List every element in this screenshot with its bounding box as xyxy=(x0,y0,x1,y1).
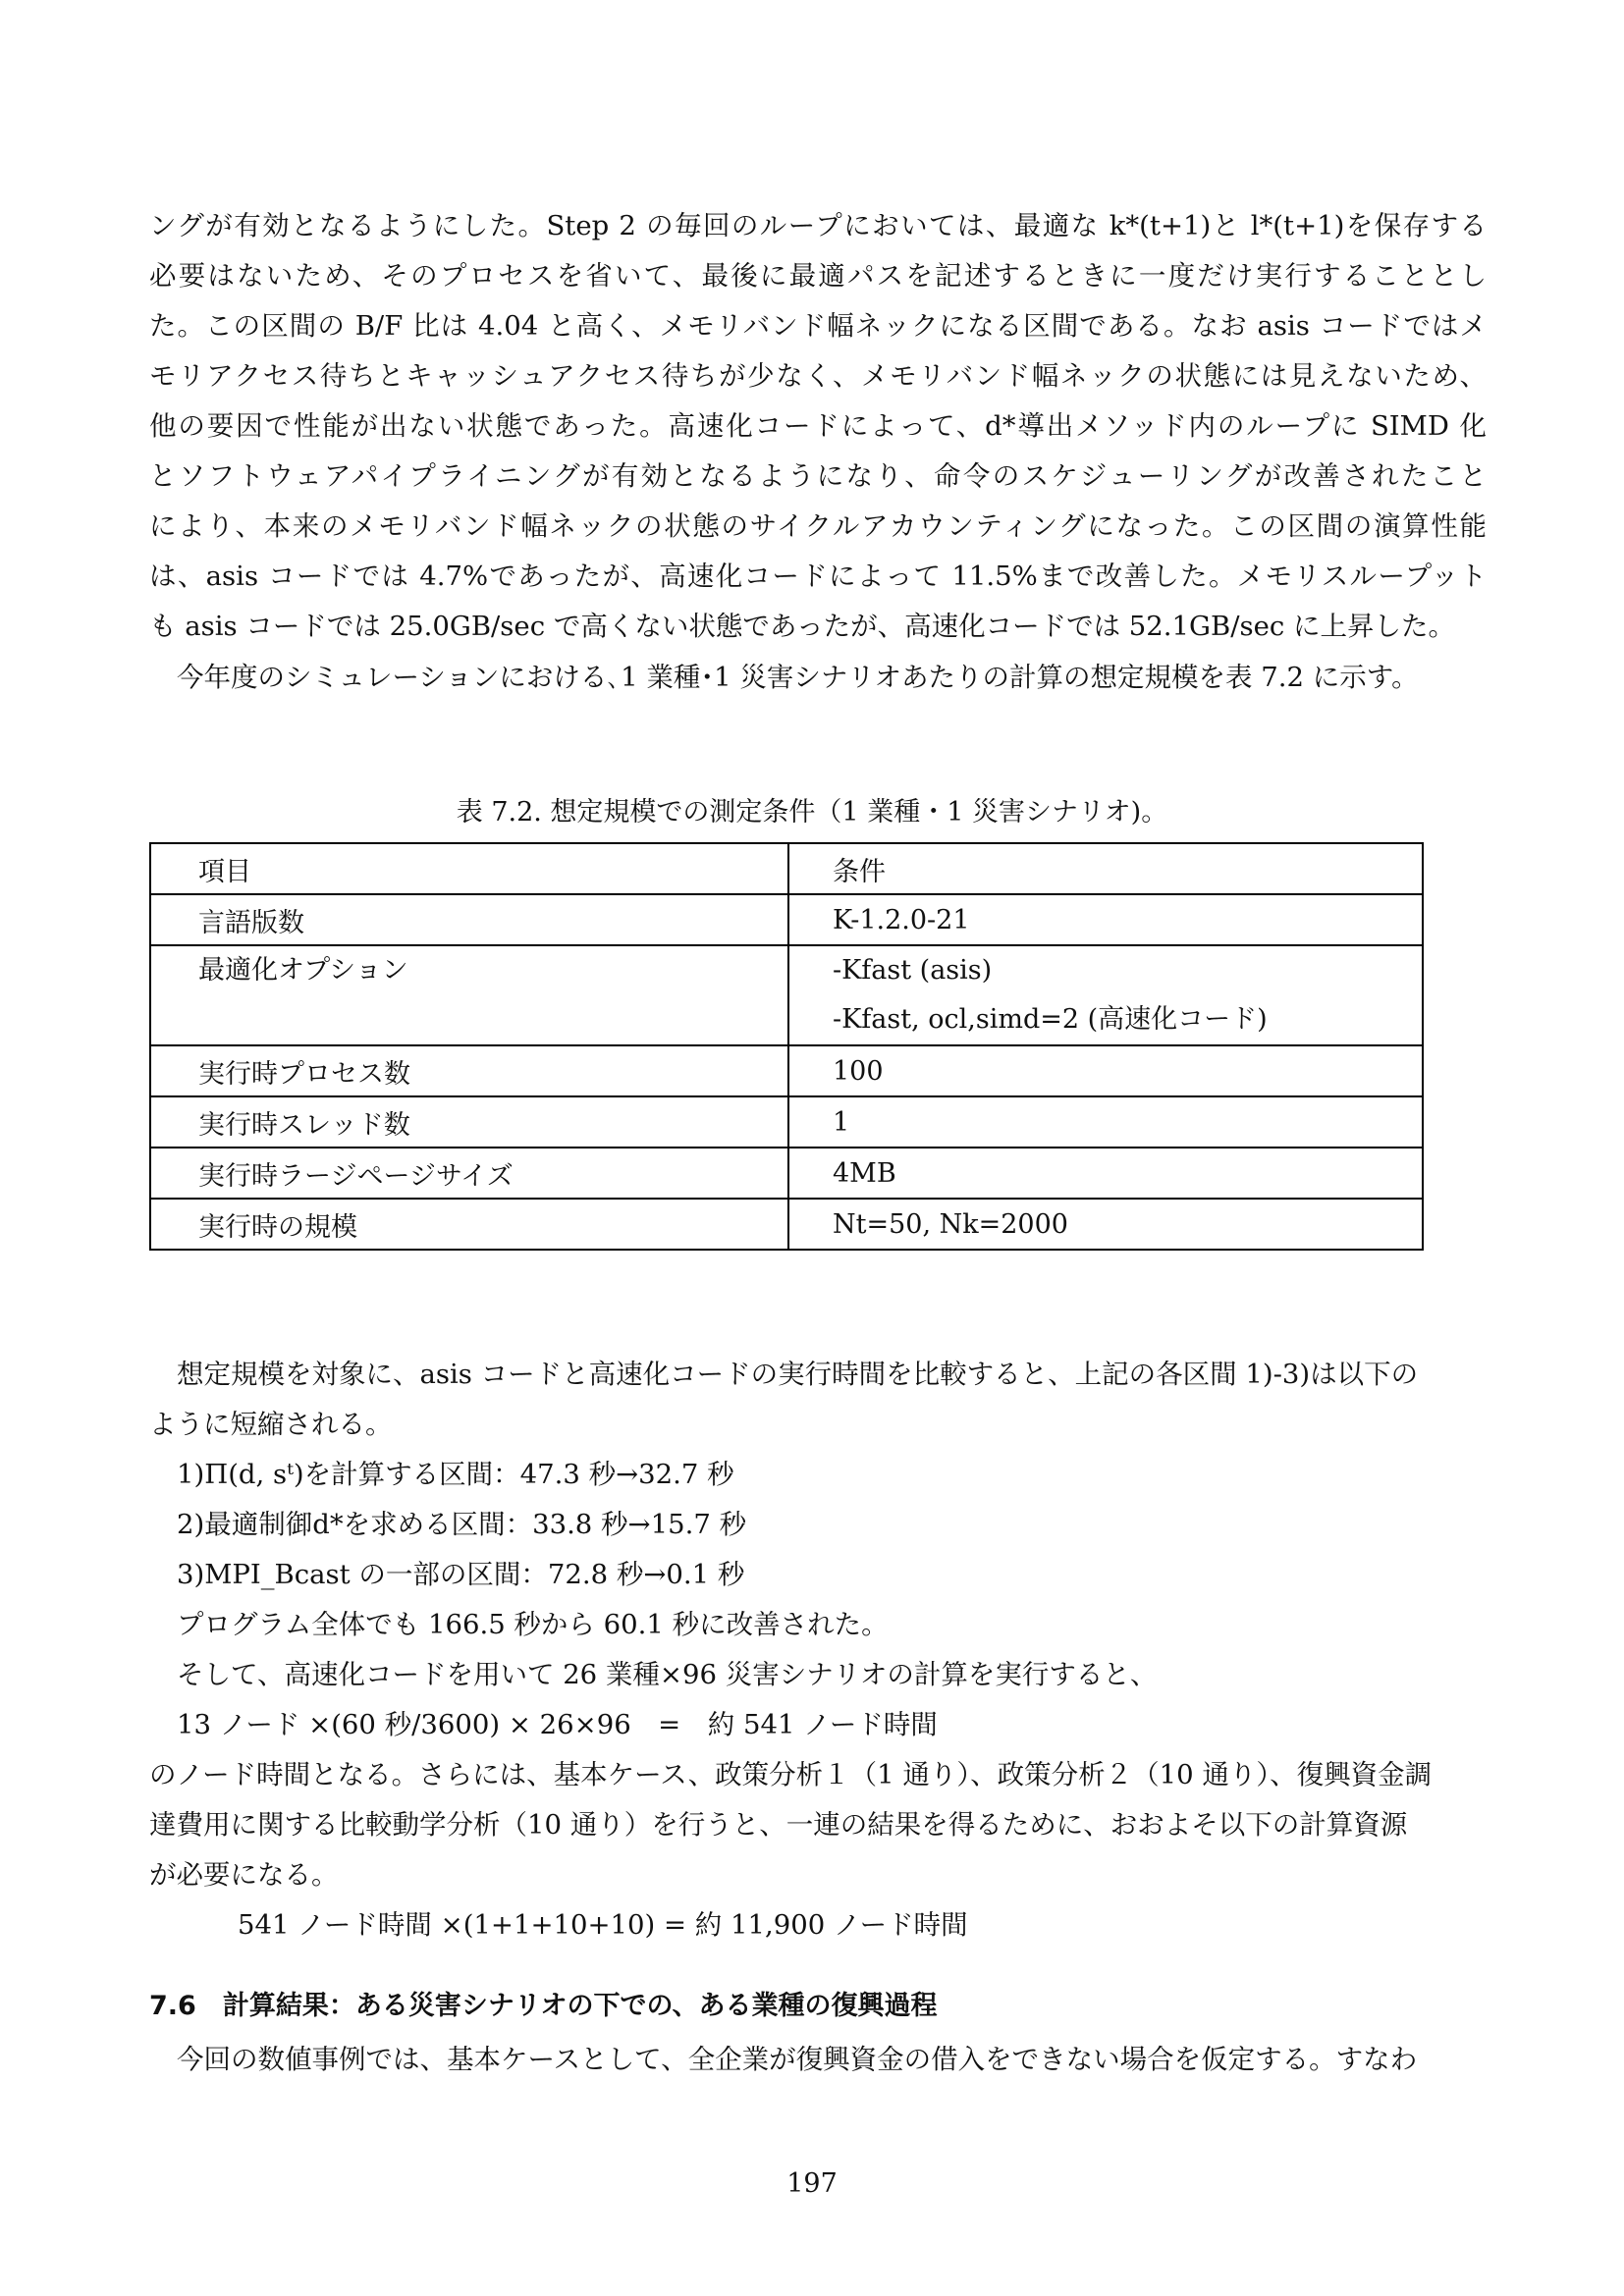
list-item: 3)MPI_Bcast の一部の区間：72.8 秒→0.1 秒 xyxy=(177,1559,745,1590)
table-row xyxy=(150,1096,1423,1148)
text-line: 達費用に関する比較動学分析（10 通り）を行うと、一連の結果を得るために、おおよそ以下の計算資源 xyxy=(149,1809,1408,1841)
text-line: そして、高速化コードを用いて 26 業種×96 災害シナリオの計算を実行すると、 xyxy=(177,1659,1158,1690)
table-row xyxy=(150,1045,1423,1096)
table-cell-value: K-1.2.0-21 xyxy=(788,894,1423,945)
table-cell-value: 1 xyxy=(788,1096,1423,1148)
table-cell-value: 100 xyxy=(788,1045,1423,1096)
equation-line: 541 ノード時間 ×(1+1+10+10) = 約 11,900 ノード時間 xyxy=(238,1909,968,1941)
text-line: が必要になる。 xyxy=(149,1859,339,1891)
paragraph-2: 今年度のシミュレーションにおける､1 業種･1 災害シナリオあたりの計算の想定規模を表 7.2 に示す。 xyxy=(177,662,1419,693)
text-line: 他の要因で性能が出ない状態であった。高速化コードによって、d*導出メソッド内のループに SIMD 化 xyxy=(149,410,1487,442)
text-line: は、asis コードでは 4.7%であったが、高速化コードによって 11.5%まで改善した。メモリスループット xyxy=(149,561,1487,592)
equation-line: 13 ノード ×(60 秒/3600) × 26×96 = 約 541 ノード時間 xyxy=(177,1709,938,1740)
text-line: ングが有効となるようにした。Step 2 の毎回のループにおいては、最適な k*(t+1)と l*(t+1)を保存する xyxy=(149,210,1487,241)
table-cell-value: Nt=50, Nk=2000 xyxy=(788,1199,1423,1250)
table-cell-item: 実行時ラージページサイズ xyxy=(150,1148,788,1199)
header-cell-item: 項目 xyxy=(150,843,788,894)
text-line: 想定規模を対象に、asis コードと高速化コードの実行時間を比較すると、上記の各区間 1)-3)は以下の xyxy=(177,1359,1419,1390)
table-row xyxy=(150,1148,1423,1199)
table-cell-item: 言語版数 xyxy=(150,894,788,945)
table-cell-item xyxy=(150,945,788,1045)
table-header-row xyxy=(150,843,1423,894)
text-line: た。この区間の B/F 比は 4.04 と高く、メモリバンド幅ネックになる区間である。なお asis コードではメ xyxy=(149,310,1487,342)
table-cell-value-line: -Kfast, ocl,simd=2 (高速化コード) xyxy=(833,1004,1268,1035)
section-heading: 7.6 計算結果：ある災害シナリオの下での、ある業種の復興過程 xyxy=(149,1991,938,2021)
table-cell-item: 実行時スレッド数 xyxy=(150,1096,788,1148)
paragraph-4: 今回の数値事例では、基本ケースとして、全企業が復興資金の借入をできない場合を仮定する。すなわ xyxy=(177,2044,1418,2075)
table-cell-item: 実行時の規模 xyxy=(150,1199,788,1250)
table-row xyxy=(150,1199,1423,1250)
text-line: プログラム全体でも 166.5 秒から 60.1 秒に改善された。 xyxy=(177,1609,889,1640)
table-cell-value: 4MB xyxy=(788,1148,1423,1199)
conditions-table xyxy=(149,842,1424,1251)
table-row xyxy=(150,894,1423,945)
table-cell-item: 実行時プロセス数 xyxy=(150,1045,788,1096)
page-number: 197 xyxy=(786,2168,838,2199)
text-line: のノード時間となる。さらには、基本ケース、政策分析１（1 通り）、政策分析２（10 通り）、復興資金調 xyxy=(149,1759,1433,1790)
table-cell-value xyxy=(788,945,1423,1045)
text-line: ように短縮される。 xyxy=(149,1409,393,1440)
table-cell-value-line: -Kfast (asis) xyxy=(833,955,993,986)
header-cell-condition: 条件 xyxy=(788,843,1423,894)
list-item: 1)Π(d, sᵗ)を計算する区間：47.3 秒→32.7 秒 xyxy=(177,1459,734,1490)
paragraph-1 xyxy=(149,201,1487,652)
text-line: モリアクセス待ちとキャッシュアクセス待ちが少なく、メモリバンド幅ネックの状態には見えないため、 xyxy=(149,360,1487,392)
list-item: 2)最適制御d*を求める区間：33.8 秒→15.7 秒 xyxy=(177,1509,747,1540)
table-cell-item-text: 最適化オプション xyxy=(198,955,408,986)
table-caption: 表 7.2. 想定規模での測定条件（1 業種・1 災害シナリオ)。 xyxy=(456,797,1168,828)
table-row xyxy=(150,945,1423,1045)
paragraph-3 xyxy=(149,1350,1487,1950)
text-line: とソフトウェアパイプライニングが有効となるようになり、命令のスケジューリングが改善されたこと xyxy=(149,460,1487,492)
text-line: 必要はないため、そのプロセスを省いて、最後に最適パスを記述するときに一度だけ実行することとし xyxy=(149,260,1487,292)
text-line: により、本来のメモリバンド幅ネックの状態のサイクルアカウンティングになった。この区間の演算性能 xyxy=(149,510,1487,542)
text-line: も asis コードでは 25.0GB/sec で高くない状態であったが、高速化コードでは 52.1GB/sec に上昇した。 xyxy=(149,611,1456,642)
